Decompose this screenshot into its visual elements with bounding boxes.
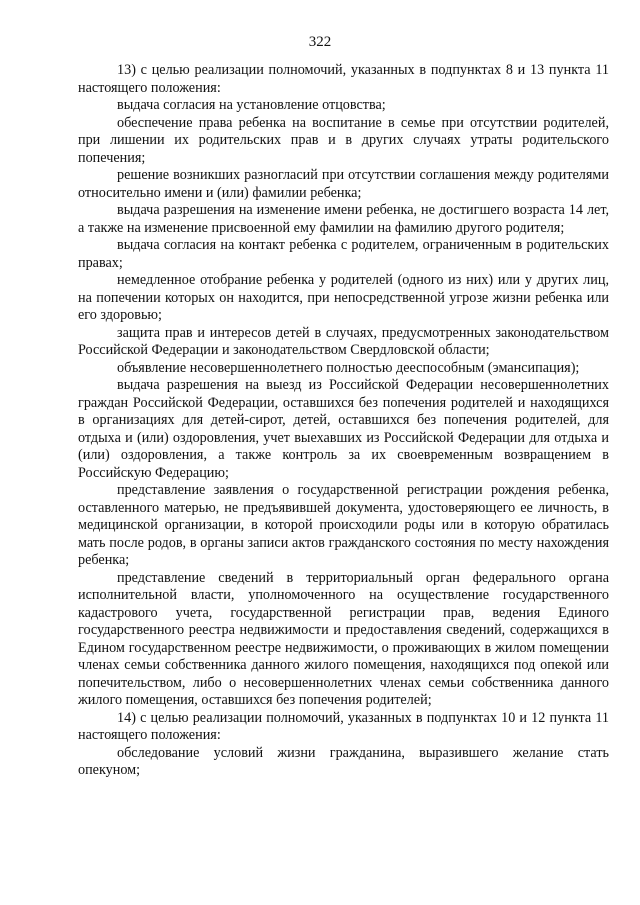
paragraph-subitem-14: 14) с целью реализации полномочий, указанных в подпунктах 10 и 12 пункта 11 настоящего положения:	[78, 709, 609, 743]
paragraph: представление сведений в территориальный орган федерального органа исполнительной власти, уполномоченного на осуществление государственного кадастрового учета, государственной регистрации прав, ведения Единого государственного реестра недвижимости и предоставления сведений, содержащихся в Едином государственном реестре недвижимости, о проживающих в жилом помещении членах семьи собственника данного жилого помещения, находящихся под опекой или попечительством, либо о несовершеннолетних членах семьи собственника данного жилого помещения, оставшихся без попечения родителей;	[78, 569, 609, 708]
paragraph: выдача согласия на контакт ребенка с родителем, ограниченным в родительских правах;	[78, 237, 609, 271]
paragraph: немедленное отобрание ребенка у родителей (одного из них) или у других лиц, на попечении которых он находится, при непосредственной угрозе жизни ребенка или его здоровью;	[78, 272, 609, 323]
paragraph: представление заявления о государственной регистрации рождения ребенка, оставленного матерью, не предъявившей документа, удостоверяющего ее личность, в медицинской организации, в которой происходили роды или в которую обратилась мать после родов, в органы записи актов гражданского состояния по месту нахождения ребенка;	[78, 482, 609, 568]
paragraph: выдача разрешения на изменение имени ребенка, не достигшего возраста 14 лет, а также на изменение присвоенной ему фамилии на фамилию другого родителя;	[78, 202, 609, 236]
paragraph-subitem-13: 13) с целью реализации полномочий, указанных в подпунктах 8 и 13 пункта 11 настоящего положения:	[78, 62, 609, 96]
paragraph: объявление несовершеннолетнего полностью дееспособным (эмансипация);	[117, 359, 580, 376]
paragraph: выдача разрешения на выезд из Российской Федерации несовершеннолетних граждан Российской Федерации, оставшихся без попечения родителей и находящихся в организациях для детей-сирот, детей, оставшихся без попечения родителей, для отдыха и (или) оздоровления, учет выехавших из Российской Федерации для отдыха и (или) оздоровления, а также контроль за их своевременным возвращением в Российскую Федерацию;	[78, 377, 609, 481]
paragraph: выдача согласия на установление отцовства;	[117, 97, 386, 113]
paragraph: обследование условий жизни гражданина, выразившего желание стать опекуном;	[78, 744, 609, 778]
paragraph: обеспечение права ребенка на воспитание в семье при отсутствии родителей, при лишении их родительских прав и в других случаях утраты родительского попечения;	[78, 114, 609, 166]
page-number: 322	[308, 34, 332, 50]
document-body	[78, 62, 609, 780]
paragraph: защита прав и интересов детей в случаях, предусмотренных законодательством Российской Федерации и законодательством Свердловской области;	[78, 324, 609, 358]
paragraph: решение возникших разногласий при отсутствии соглашения между родителями относительно имени и (или) фамилии ребенка;	[78, 167, 609, 201]
